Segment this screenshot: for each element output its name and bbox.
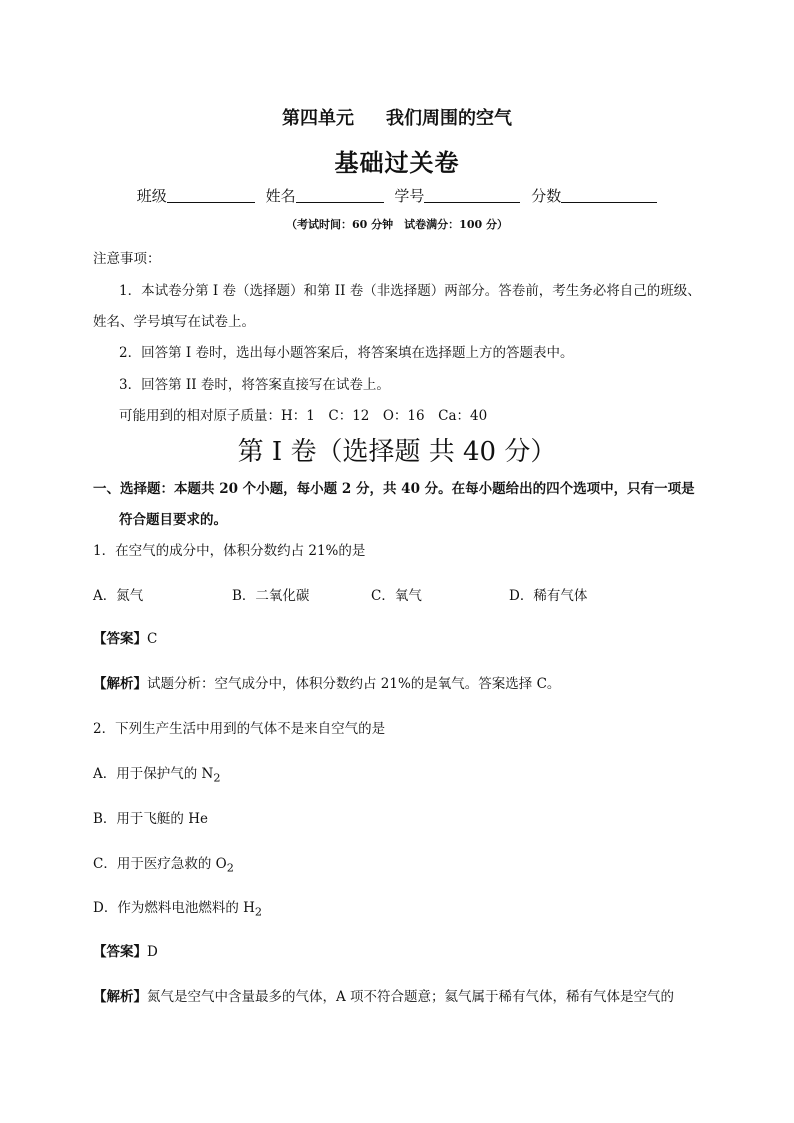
option-text: C．用于医疗急救的 O: [93, 856, 227, 872]
atomic-masses: 可能用到的相对原子质量：H：1 C：12 O：16 Ca：40: [119, 408, 488, 424]
section-title: 第 I 卷（选择题 共 40 分）: [237, 437, 557, 467]
section-instruction: 一、选择题：本题共 20 个小题，每小题 2 分，共 40 分。在每小题给出的四个选项中，只有一项是: [93, 481, 695, 497]
option-text: A．用于保护气的 N: [93, 766, 214, 782]
option-text: B．用于飞艇的 He: [93, 811, 208, 827]
note-item-1: 1．本试卷分第 I 卷（选择题）和第 II 卷（非选择题）两部分。答卷前，考生务必将自己的班级、: [119, 283, 701, 299]
score-field: [531, 185, 657, 206]
notes-heading: 注意事项：: [93, 251, 161, 267]
question-2-option-c: [93, 852, 234, 875]
option-subscript: 2: [254, 905, 263, 919]
student-id-blank[interactable]: [424, 202, 520, 203]
question-2-stem: 2．下列生产生活中用到的气体不是来自空气的是: [93, 721, 386, 737]
class-blank[interactable]: [167, 202, 255, 203]
question-1-analysis: [93, 672, 560, 692]
unit-heading: [0, 104, 794, 130]
answer-value: D: [147, 944, 158, 960]
analysis-text: 试题分析：空气成分中，体积分数约占 21%的是氧气。答案选择 C。: [147, 676, 561, 692]
question-2-option-b: [93, 807, 208, 827]
question-1-answer: [93, 627, 157, 647]
question-1-option-a: A．氮气: [93, 588, 144, 604]
name-label: 姓名: [265, 187, 296, 205]
question-1-stem: 1．在空气的成分中，体积分数约占 21%的是: [93, 543, 366, 559]
note-item-2: 2．回答第 I 卷时，选出每小题答案后，将答案填在选择题上方的答题表中。: [119, 345, 574, 361]
question-1-option-d: D．稀有气体: [509, 588, 588, 604]
option-subscript: 2: [213, 771, 221, 785]
question-2-option-a: [93, 762, 221, 785]
answer-value: C: [147, 631, 158, 647]
name-blank[interactable]: [296, 202, 384, 203]
student-id-label: 学号: [394, 187, 425, 205]
note-item-1-continued: 姓名、学号填写在试卷上。: [93, 314, 255, 330]
score-label: 分数: [531, 187, 562, 205]
time-note: （考试时间：60 分钟 试卷满分：100 分）: [286, 218, 508, 231]
question-2-answer: [93, 940, 158, 960]
unit-number: 第四单元: [282, 108, 354, 129]
option-text: D．作为燃料电池燃料的 H: [93, 900, 255, 916]
analysis-label: 【解析】: [93, 989, 147, 1005]
option-subscript: 2: [226, 861, 234, 875]
student-id-field: [394, 185, 520, 206]
class-field: [137, 185, 255, 206]
exam-title: 基础过关卷: [334, 148, 460, 177]
score-blank[interactable]: [561, 202, 657, 203]
note-item-3: 3．回答第 II 卷时，将答案直接写在试卷上。: [119, 377, 390, 393]
question-2-analysis: [93, 985, 674, 1005]
question-1-option-b: B．二氧化碳: [232, 588, 310, 604]
analysis-label: 【解析】: [93, 676, 147, 692]
answer-label: 【答案】: [93, 944, 147, 960]
analysis-text: 氮气是空气中含量最多的气体，A 项不符合题意；氦气属于稀有气体，稀有气体是空气的: [147, 989, 675, 1005]
answer-label: 【答案】: [93, 631, 147, 647]
section-instruction-continued: 符合题目要求的。: [119, 512, 227, 528]
question-2-option-d: [93, 896, 262, 919]
student-info-fields: [0, 185, 794, 206]
class-label: 班级: [136, 187, 167, 205]
name-field: [266, 185, 384, 206]
question-1-option-c: C．氧气: [371, 588, 422, 604]
unit-topic: 我们周围的空气: [386, 108, 512, 129]
